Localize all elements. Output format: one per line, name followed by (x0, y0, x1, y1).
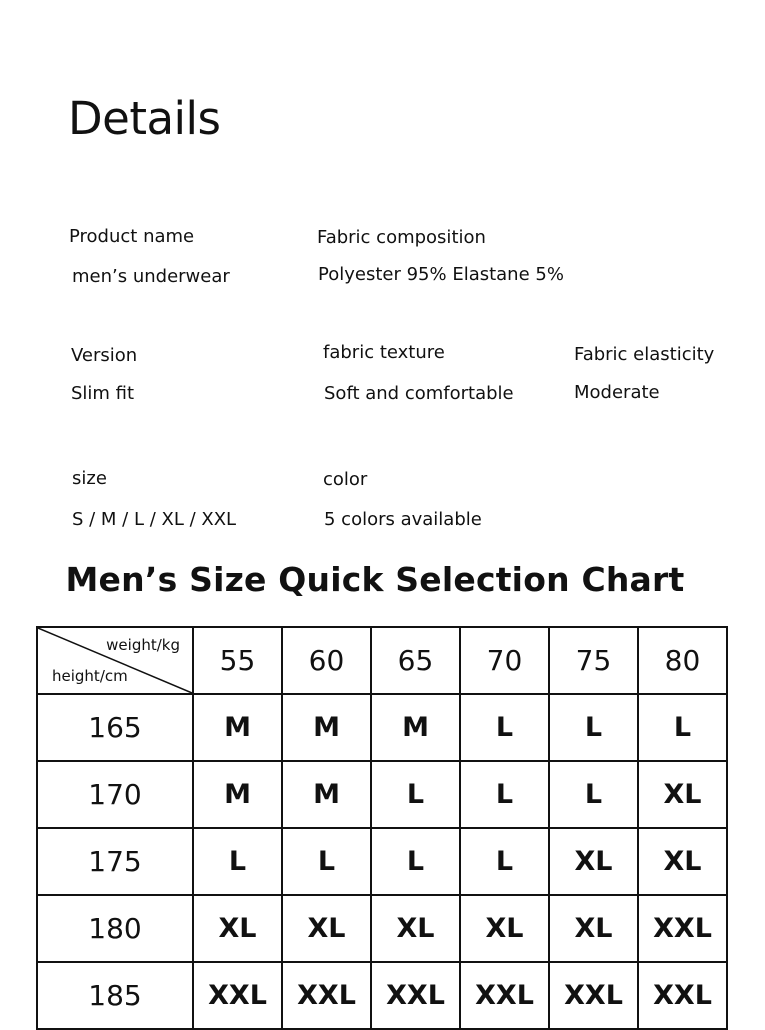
fabric-elasticity-label: Fabric elasticity (574, 344, 715, 365)
size-cell: L (193, 828, 282, 895)
product-name-value: men’s underwear (72, 266, 230, 287)
size-cell: XL (638, 761, 727, 828)
table-row (37, 761, 727, 828)
size-cell: L (549, 694, 638, 761)
height-cell: 180 (37, 895, 193, 962)
size-cell: L (371, 828, 460, 895)
size-chart-header-row (37, 627, 727, 694)
height-axis-label: height/cm (52, 667, 128, 685)
weight-header-cell: 60 (282, 627, 371, 694)
size-chart-table (36, 626, 728, 1030)
size-cell: XL (371, 895, 460, 962)
color-value: 5 colors available (324, 509, 482, 530)
weight-header-cell: 80 (638, 627, 727, 694)
size-cell: XXL (371, 962, 460, 1029)
size-cell: L (460, 694, 549, 761)
size-cell: M (282, 694, 371, 761)
fabric-texture-value: Soft and comfortable (324, 383, 514, 404)
size-cell: XL (549, 895, 638, 962)
size-cell: XXL (549, 962, 638, 1029)
weight-axis-label: weight/kg (106, 636, 180, 654)
size-cell: M (193, 694, 282, 761)
size-cell: XL (460, 895, 549, 962)
size-cell: L (282, 828, 371, 895)
size-cell: XXL (638, 962, 727, 1029)
corner-header-cell (37, 627, 193, 694)
size-cell: XL (549, 828, 638, 895)
size-cell: XXL (638, 895, 727, 962)
color-label: color (323, 469, 368, 490)
height-cell: 175 (37, 828, 193, 895)
fabric-texture-label: fabric texture (323, 342, 445, 363)
size-cell: XL (193, 895, 282, 962)
product-name-label: Product name (69, 226, 195, 247)
table-row (37, 895, 727, 962)
size-cell: XXL (193, 962, 282, 1029)
version-value: Slim fit (71, 383, 135, 404)
size-cell: L (460, 828, 549, 895)
size-cell: M (282, 761, 371, 828)
weight-header-cell: 70 (460, 627, 549, 694)
weight-header-cell: 75 (549, 627, 638, 694)
height-cell: 165 (37, 694, 193, 761)
height-cell: 170 (37, 761, 193, 828)
size-cell: L (460, 761, 549, 828)
size-cell: L (638, 694, 727, 761)
weight-header-cell: 65 (371, 627, 460, 694)
size-cell: M (193, 761, 282, 828)
height-cell: 185 (37, 962, 193, 1029)
table-row (37, 828, 727, 895)
weight-header-cell: 55 (193, 627, 282, 694)
size-cell: M (371, 694, 460, 761)
fabric-composition-label: Fabric composition (317, 227, 486, 248)
size-cell: L (549, 761, 638, 828)
page-title: Details (68, 92, 221, 145)
size-label: size (72, 468, 107, 489)
size-cell: XL (282, 895, 371, 962)
size-value: S / M / L / XL / XXL (72, 509, 237, 530)
version-label: Version (71, 345, 138, 366)
size-chart-title: Men’s Size Quick Selection Chart (65, 560, 685, 599)
table-row (37, 694, 727, 761)
size-cell: L (371, 761, 460, 828)
size-cell: XXL (460, 962, 549, 1029)
fabric-elasticity-value: Moderate (574, 382, 660, 403)
size-cell: XL (638, 828, 727, 895)
size-cell: XXL (282, 962, 371, 1029)
table-row (37, 962, 727, 1029)
fabric-composition-value: Polyester 95% Elastane 5% (318, 264, 564, 285)
